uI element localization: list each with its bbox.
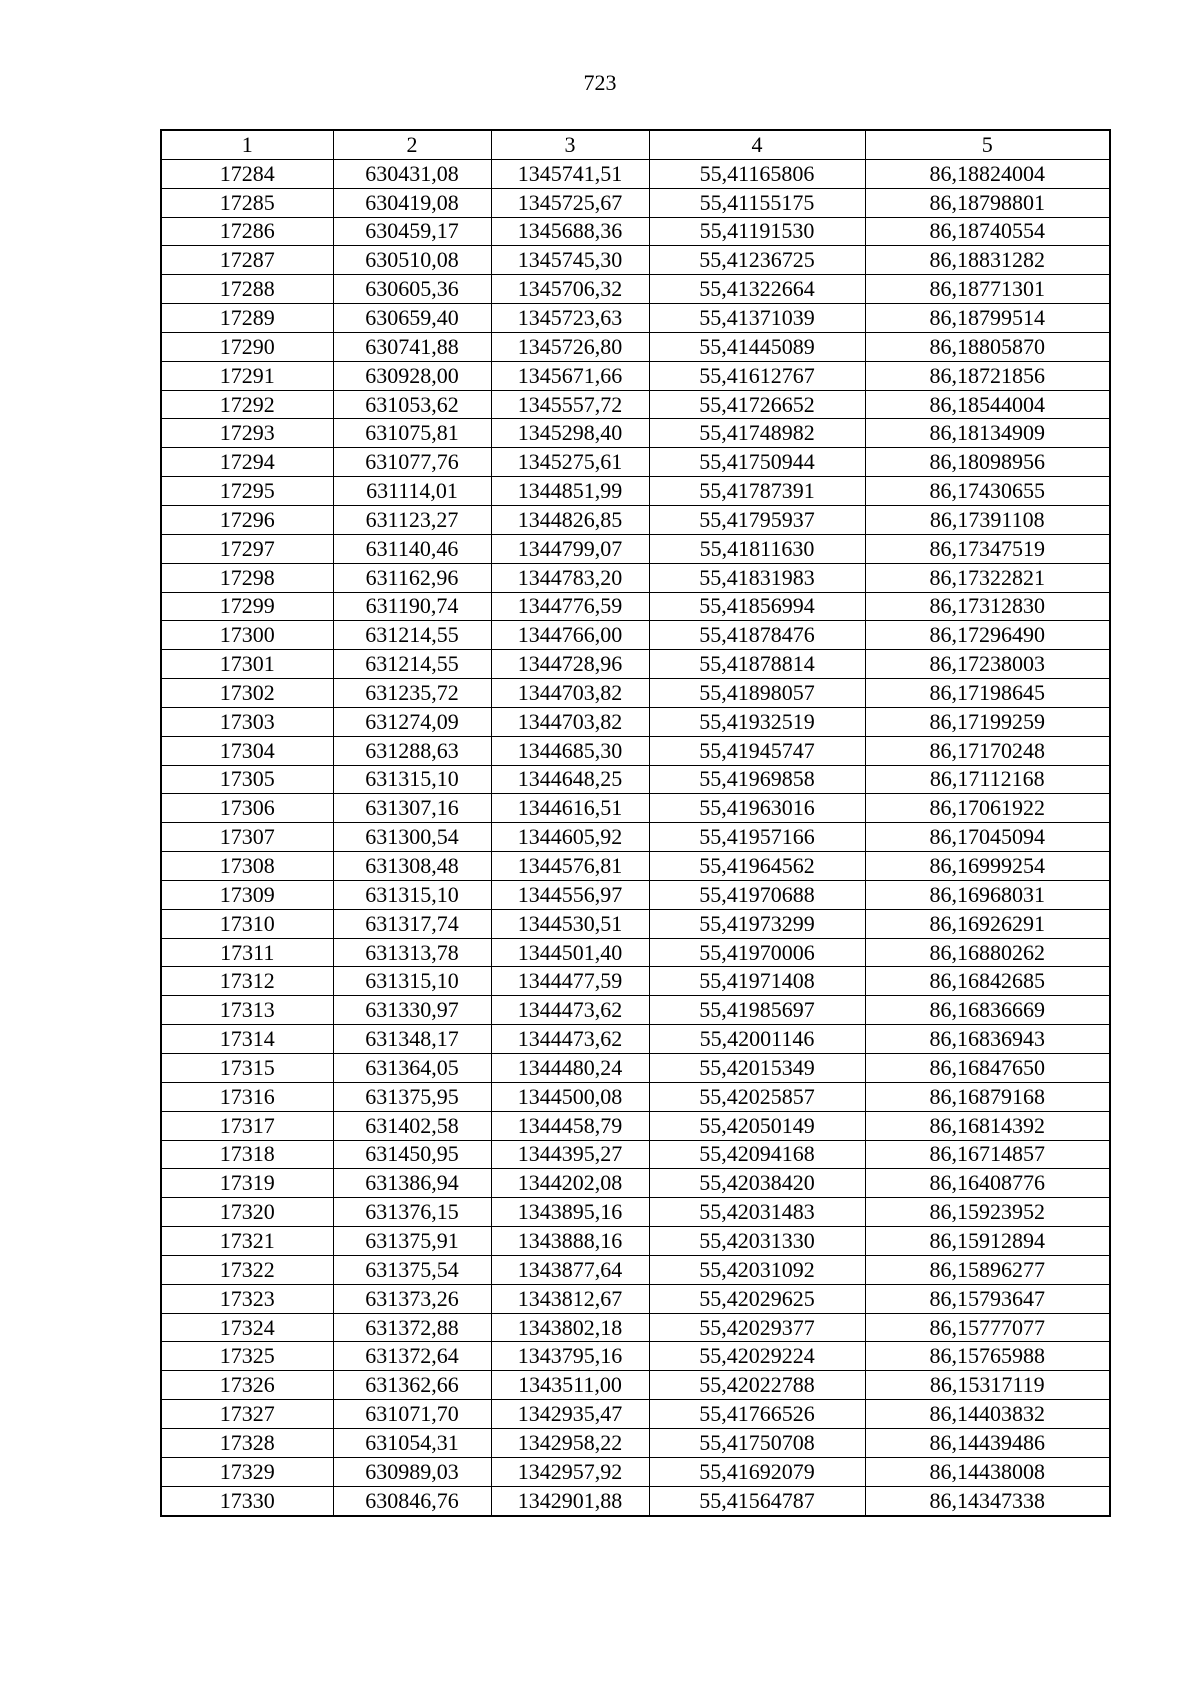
longitude-cell: 86,16879168 bbox=[865, 1082, 1110, 1111]
longitude-cell: 86,18831282 bbox=[865, 246, 1110, 275]
table-header-row bbox=[161, 130, 1110, 159]
column-header: 2 bbox=[333, 130, 491, 159]
y-coordinate-cell: 1344395,27 bbox=[491, 1140, 649, 1169]
point-number-cell: 17326 bbox=[161, 1371, 333, 1400]
table-row bbox=[161, 1428, 1110, 1457]
table-body bbox=[161, 159, 1110, 1515]
x-coordinate-cell: 630741,88 bbox=[333, 332, 491, 361]
longitude-cell: 86,15896277 bbox=[865, 1255, 1110, 1284]
y-coordinate-cell: 1342957,92 bbox=[491, 1457, 649, 1486]
point-number-cell: 17294 bbox=[161, 448, 333, 477]
point-number-cell: 17315 bbox=[161, 1054, 333, 1083]
x-coordinate-cell: 631053,62 bbox=[333, 390, 491, 419]
x-coordinate-cell: 630659,40 bbox=[333, 304, 491, 333]
point-number-cell: 17287 bbox=[161, 246, 333, 275]
longitude-cell: 86,17322821 bbox=[865, 563, 1110, 592]
table-row bbox=[161, 246, 1110, 275]
longitude-cell: 86,18740554 bbox=[865, 217, 1110, 246]
x-coordinate-cell: 631315,10 bbox=[333, 880, 491, 909]
latitude-cell: 55,41191530 bbox=[649, 217, 865, 246]
y-coordinate-cell: 1343795,16 bbox=[491, 1342, 649, 1371]
y-coordinate-cell: 1344851,99 bbox=[491, 477, 649, 506]
table-row bbox=[161, 448, 1110, 477]
latitude-cell: 55,41322664 bbox=[649, 275, 865, 304]
x-coordinate-cell: 631288,63 bbox=[333, 736, 491, 765]
longitude-cell: 86,18134909 bbox=[865, 419, 1110, 448]
latitude-cell: 55,41371039 bbox=[649, 304, 865, 333]
point-number-cell: 17286 bbox=[161, 217, 333, 246]
longitude-cell: 86,17347519 bbox=[865, 534, 1110, 563]
x-coordinate-cell: 631162,96 bbox=[333, 563, 491, 592]
longitude-cell: 86,18805870 bbox=[865, 332, 1110, 361]
x-coordinate-cell: 631375,95 bbox=[333, 1082, 491, 1111]
latitude-cell: 55,42031092 bbox=[649, 1255, 865, 1284]
point-number-cell: 17303 bbox=[161, 707, 333, 736]
y-coordinate-cell: 1343812,67 bbox=[491, 1284, 649, 1313]
latitude-cell: 55,42094168 bbox=[649, 1140, 865, 1169]
latitude-cell: 55,41831983 bbox=[649, 563, 865, 592]
y-coordinate-cell: 1344500,08 bbox=[491, 1082, 649, 1111]
latitude-cell: 55,41985697 bbox=[649, 996, 865, 1025]
latitude-cell: 55,41970006 bbox=[649, 938, 865, 967]
coordinates-table bbox=[160, 129, 1111, 1517]
y-coordinate-cell: 1345298,40 bbox=[491, 419, 649, 448]
latitude-cell: 55,42038420 bbox=[649, 1169, 865, 1198]
y-coordinate-cell: 1344202,08 bbox=[491, 1169, 649, 1198]
latitude-cell: 55,42029625 bbox=[649, 1284, 865, 1313]
x-coordinate-cell: 631315,10 bbox=[333, 967, 491, 996]
point-number-cell: 17297 bbox=[161, 534, 333, 563]
x-coordinate-cell: 631274,09 bbox=[333, 707, 491, 736]
point-number-cell: 17320 bbox=[161, 1198, 333, 1227]
x-coordinate-cell: 631375,91 bbox=[333, 1227, 491, 1256]
x-coordinate-cell: 631307,16 bbox=[333, 794, 491, 823]
latitude-cell: 55,42015349 bbox=[649, 1054, 865, 1083]
point-number-cell: 17318 bbox=[161, 1140, 333, 1169]
y-coordinate-cell: 1342958,22 bbox=[491, 1428, 649, 1457]
longitude-cell: 86,16714857 bbox=[865, 1140, 1110, 1169]
table-row bbox=[161, 736, 1110, 765]
longitude-cell: 86,17391108 bbox=[865, 505, 1110, 534]
x-coordinate-cell: 631330,97 bbox=[333, 996, 491, 1025]
point-number-cell: 17327 bbox=[161, 1400, 333, 1429]
table-row bbox=[161, 563, 1110, 592]
latitude-cell: 55,41564787 bbox=[649, 1486, 865, 1515]
point-number-cell: 17321 bbox=[161, 1227, 333, 1256]
table-row bbox=[161, 823, 1110, 852]
latitude-cell: 55,41236725 bbox=[649, 246, 865, 275]
longitude-cell: 86,17170248 bbox=[865, 736, 1110, 765]
y-coordinate-cell: 1344473,62 bbox=[491, 1025, 649, 1054]
table-row bbox=[161, 938, 1110, 967]
longitude-cell: 86,17061922 bbox=[865, 794, 1110, 823]
table-row bbox=[161, 996, 1110, 1025]
x-coordinate-cell: 631190,74 bbox=[333, 592, 491, 621]
y-coordinate-cell: 1345723,63 bbox=[491, 304, 649, 333]
x-coordinate-cell: 631313,78 bbox=[333, 938, 491, 967]
point-number-cell: 17325 bbox=[161, 1342, 333, 1371]
longitude-cell: 86,17112168 bbox=[865, 765, 1110, 794]
longitude-cell: 86,15765988 bbox=[865, 1342, 1110, 1371]
x-coordinate-cell: 631372,88 bbox=[333, 1313, 491, 1342]
y-coordinate-cell: 1345688,36 bbox=[491, 217, 649, 246]
point-number-cell: 17309 bbox=[161, 880, 333, 909]
y-coordinate-cell: 1345741,51 bbox=[491, 159, 649, 188]
x-coordinate-cell: 631348,17 bbox=[333, 1025, 491, 1054]
x-coordinate-cell: 631375,54 bbox=[333, 1255, 491, 1284]
table-row bbox=[161, 390, 1110, 419]
point-number-cell: 17328 bbox=[161, 1428, 333, 1457]
y-coordinate-cell: 1344477,59 bbox=[491, 967, 649, 996]
point-number-cell: 17290 bbox=[161, 332, 333, 361]
table-row bbox=[161, 304, 1110, 333]
x-coordinate-cell: 631300,54 bbox=[333, 823, 491, 852]
point-number-cell: 17310 bbox=[161, 909, 333, 938]
y-coordinate-cell: 1344616,51 bbox=[491, 794, 649, 823]
longitude-cell: 86,17199259 bbox=[865, 707, 1110, 736]
latitude-cell: 55,41795937 bbox=[649, 505, 865, 534]
table-row bbox=[161, 880, 1110, 909]
point-number-cell: 17316 bbox=[161, 1082, 333, 1111]
table-row bbox=[161, 679, 1110, 708]
table-row bbox=[161, 188, 1110, 217]
y-coordinate-cell: 1344783,20 bbox=[491, 563, 649, 592]
longitude-cell: 86,17296490 bbox=[865, 621, 1110, 650]
table-row bbox=[161, 534, 1110, 563]
latitude-cell: 55,42001146 bbox=[649, 1025, 865, 1054]
table-row bbox=[161, 159, 1110, 188]
point-number-cell: 17324 bbox=[161, 1313, 333, 1342]
x-coordinate-cell: 631362,66 bbox=[333, 1371, 491, 1400]
longitude-cell: 86,14403832 bbox=[865, 1400, 1110, 1429]
longitude-cell: 86,16814392 bbox=[865, 1111, 1110, 1140]
latitude-cell: 55,41856994 bbox=[649, 592, 865, 621]
latitude-cell: 55,42022788 bbox=[649, 1371, 865, 1400]
y-coordinate-cell: 1343888,16 bbox=[491, 1227, 649, 1256]
x-coordinate-cell: 630419,08 bbox=[333, 188, 491, 217]
table-row bbox=[161, 1486, 1110, 1515]
longitude-cell: 86,18798801 bbox=[865, 188, 1110, 217]
latitude-cell: 55,41878476 bbox=[649, 621, 865, 650]
y-coordinate-cell: 1342935,47 bbox=[491, 1400, 649, 1429]
y-coordinate-cell: 1344703,82 bbox=[491, 707, 649, 736]
longitude-cell: 86,16968031 bbox=[865, 880, 1110, 909]
x-coordinate-cell: 630459,17 bbox=[333, 217, 491, 246]
longitude-cell: 86,15912894 bbox=[865, 1227, 1110, 1256]
longitude-cell: 86,16842685 bbox=[865, 967, 1110, 996]
point-number-cell: 17329 bbox=[161, 1457, 333, 1486]
longitude-cell: 86,18098956 bbox=[865, 448, 1110, 477]
x-coordinate-cell: 631317,74 bbox=[333, 909, 491, 938]
latitude-cell: 55,41750708 bbox=[649, 1428, 865, 1457]
y-coordinate-cell: 1344728,96 bbox=[491, 650, 649, 679]
x-coordinate-cell: 631075,81 bbox=[333, 419, 491, 448]
x-coordinate-cell: 631402,58 bbox=[333, 1111, 491, 1140]
point-number-cell: 17323 bbox=[161, 1284, 333, 1313]
point-number-cell: 17288 bbox=[161, 275, 333, 304]
latitude-cell: 55,42031330 bbox=[649, 1227, 865, 1256]
point-number-cell: 17285 bbox=[161, 188, 333, 217]
point-number-cell: 17307 bbox=[161, 823, 333, 852]
longitude-cell: 86,16847650 bbox=[865, 1054, 1110, 1083]
y-coordinate-cell: 1344556,97 bbox=[491, 880, 649, 909]
point-number-cell: 17299 bbox=[161, 592, 333, 621]
y-coordinate-cell: 1343877,64 bbox=[491, 1255, 649, 1284]
point-number-cell: 17313 bbox=[161, 996, 333, 1025]
y-coordinate-cell: 1344501,40 bbox=[491, 938, 649, 967]
x-coordinate-cell: 631372,64 bbox=[333, 1342, 491, 1371]
longitude-cell: 86,16999254 bbox=[865, 852, 1110, 881]
table-row bbox=[161, 1111, 1110, 1140]
table-row bbox=[161, 621, 1110, 650]
point-number-cell: 17301 bbox=[161, 650, 333, 679]
latitude-cell: 55,41165806 bbox=[649, 159, 865, 188]
y-coordinate-cell: 1345671,66 bbox=[491, 361, 649, 390]
latitude-cell: 55,42031483 bbox=[649, 1198, 865, 1227]
longitude-cell: 86,17238003 bbox=[865, 650, 1110, 679]
latitude-cell: 55,42029224 bbox=[649, 1342, 865, 1371]
longitude-cell: 86,14439486 bbox=[865, 1428, 1110, 1457]
point-number-cell: 17312 bbox=[161, 967, 333, 996]
y-coordinate-cell: 1344648,25 bbox=[491, 765, 649, 794]
y-coordinate-cell: 1344576,81 bbox=[491, 852, 649, 881]
x-coordinate-cell: 630605,36 bbox=[333, 275, 491, 304]
y-coordinate-cell: 1344776,59 bbox=[491, 592, 649, 621]
x-coordinate-cell: 631140,46 bbox=[333, 534, 491, 563]
x-coordinate-cell: 631123,27 bbox=[333, 505, 491, 534]
table-row bbox=[161, 1140, 1110, 1169]
point-number-cell: 17291 bbox=[161, 361, 333, 390]
y-coordinate-cell: 1343895,16 bbox=[491, 1198, 649, 1227]
table-row bbox=[161, 852, 1110, 881]
point-number-cell: 17295 bbox=[161, 477, 333, 506]
longitude-cell: 86,14347338 bbox=[865, 1486, 1110, 1515]
latitude-cell: 55,41766526 bbox=[649, 1400, 865, 1429]
table-row bbox=[161, 477, 1110, 506]
table-row bbox=[161, 1284, 1110, 1313]
x-coordinate-cell: 631376,15 bbox=[333, 1198, 491, 1227]
x-coordinate-cell: 631077,76 bbox=[333, 448, 491, 477]
latitude-cell: 55,41445089 bbox=[649, 332, 865, 361]
point-number-cell: 17308 bbox=[161, 852, 333, 881]
latitude-cell: 55,41750944 bbox=[649, 448, 865, 477]
table-row bbox=[161, 275, 1110, 304]
y-coordinate-cell: 1345557,72 bbox=[491, 390, 649, 419]
latitude-cell: 55,41898057 bbox=[649, 679, 865, 708]
column-header: 5 bbox=[865, 130, 1110, 159]
longitude-cell: 86,18721856 bbox=[865, 361, 1110, 390]
table-row bbox=[161, 1400, 1110, 1429]
point-number-cell: 17317 bbox=[161, 1111, 333, 1140]
longitude-cell: 86,17198645 bbox=[865, 679, 1110, 708]
x-coordinate-cell: 630928,00 bbox=[333, 361, 491, 390]
point-number-cell: 17293 bbox=[161, 419, 333, 448]
y-coordinate-cell: 1344530,51 bbox=[491, 909, 649, 938]
latitude-cell: 55,41878814 bbox=[649, 650, 865, 679]
y-coordinate-cell: 1344826,85 bbox=[491, 505, 649, 534]
y-coordinate-cell: 1344473,62 bbox=[491, 996, 649, 1025]
longitude-cell: 86,17430655 bbox=[865, 477, 1110, 506]
point-number-cell: 17298 bbox=[161, 563, 333, 592]
table-row bbox=[161, 1457, 1110, 1486]
y-coordinate-cell: 1345706,32 bbox=[491, 275, 649, 304]
y-coordinate-cell: 1344458,79 bbox=[491, 1111, 649, 1140]
x-coordinate-cell: 631054,31 bbox=[333, 1428, 491, 1457]
longitude-cell: 86,18824004 bbox=[865, 159, 1110, 188]
table-row bbox=[161, 592, 1110, 621]
y-coordinate-cell: 1345745,30 bbox=[491, 246, 649, 275]
table-row bbox=[161, 1054, 1110, 1083]
x-coordinate-cell: 630846,76 bbox=[333, 1486, 491, 1515]
latitude-cell: 55,42050149 bbox=[649, 1111, 865, 1140]
longitude-cell: 86,16408776 bbox=[865, 1169, 1110, 1198]
latitude-cell: 55,41726652 bbox=[649, 390, 865, 419]
y-coordinate-cell: 1345725,67 bbox=[491, 188, 649, 217]
longitude-cell: 86,15923952 bbox=[865, 1198, 1110, 1227]
y-coordinate-cell: 1344799,07 bbox=[491, 534, 649, 563]
table-row bbox=[161, 1313, 1110, 1342]
latitude-cell: 55,42025857 bbox=[649, 1082, 865, 1111]
point-number-cell: 17306 bbox=[161, 794, 333, 823]
latitude-cell: 55,41973299 bbox=[649, 909, 865, 938]
point-number-cell: 17284 bbox=[161, 159, 333, 188]
table-row bbox=[161, 1169, 1110, 1198]
x-coordinate-cell: 630989,03 bbox=[333, 1457, 491, 1486]
latitude-cell: 55,41970688 bbox=[649, 880, 865, 909]
x-coordinate-cell: 631386,94 bbox=[333, 1169, 491, 1198]
table-row bbox=[161, 1025, 1110, 1054]
table-row bbox=[161, 1082, 1110, 1111]
latitude-cell: 55,41957166 bbox=[649, 823, 865, 852]
page-number: 723 bbox=[583, 70, 617, 95]
x-coordinate-cell: 631364,05 bbox=[333, 1054, 491, 1083]
longitude-cell: 86,14438008 bbox=[865, 1457, 1110, 1486]
latitude-cell: 55,41932519 bbox=[649, 707, 865, 736]
latitude-cell: 55,41945747 bbox=[649, 736, 865, 765]
longitude-cell: 86,15317119 bbox=[865, 1371, 1110, 1400]
table-row bbox=[161, 909, 1110, 938]
latitude-cell: 55,41692079 bbox=[649, 1457, 865, 1486]
table-row bbox=[161, 650, 1110, 679]
y-coordinate-cell: 1345275,61 bbox=[491, 448, 649, 477]
point-number-cell: 17302 bbox=[161, 679, 333, 708]
latitude-cell: 55,41964562 bbox=[649, 852, 865, 881]
point-number-cell: 17300 bbox=[161, 621, 333, 650]
x-coordinate-cell: 631450,95 bbox=[333, 1140, 491, 1169]
y-coordinate-cell: 1343802,18 bbox=[491, 1313, 649, 1342]
x-coordinate-cell: 631235,72 bbox=[333, 679, 491, 708]
table-row bbox=[161, 505, 1110, 534]
table-row bbox=[161, 1255, 1110, 1284]
table-row bbox=[161, 361, 1110, 390]
table-row bbox=[161, 707, 1110, 736]
table-row bbox=[161, 419, 1110, 448]
latitude-cell: 55,41748982 bbox=[649, 419, 865, 448]
point-number-cell: 17292 bbox=[161, 390, 333, 419]
x-coordinate-cell: 631114,01 bbox=[333, 477, 491, 506]
latitude-cell: 55,41612767 bbox=[649, 361, 865, 390]
x-coordinate-cell: 631214,55 bbox=[333, 621, 491, 650]
y-coordinate-cell: 1345726,80 bbox=[491, 332, 649, 361]
x-coordinate-cell: 631373,26 bbox=[333, 1284, 491, 1313]
longitude-cell: 86,18799514 bbox=[865, 304, 1110, 333]
longitude-cell: 86,16926291 bbox=[865, 909, 1110, 938]
point-number-cell: 17304 bbox=[161, 736, 333, 765]
x-coordinate-cell: 631315,10 bbox=[333, 765, 491, 794]
column-header: 1 bbox=[161, 130, 333, 159]
longitude-cell: 86,15777077 bbox=[865, 1313, 1110, 1342]
point-number-cell: 17305 bbox=[161, 765, 333, 794]
longitude-cell: 86,18544004 bbox=[865, 390, 1110, 419]
x-coordinate-cell: 631071,70 bbox=[333, 1400, 491, 1429]
x-coordinate-cell: 630510,08 bbox=[333, 246, 491, 275]
table-row bbox=[161, 1371, 1110, 1400]
column-header: 4 bbox=[649, 130, 865, 159]
y-coordinate-cell: 1343511,00 bbox=[491, 1371, 649, 1400]
point-number-cell: 17330 bbox=[161, 1486, 333, 1515]
longitude-cell: 86,16880262 bbox=[865, 938, 1110, 967]
latitude-cell: 55,41811630 bbox=[649, 534, 865, 563]
longitude-cell: 86,16836943 bbox=[865, 1025, 1110, 1054]
longitude-cell: 86,17045094 bbox=[865, 823, 1110, 852]
latitude-cell: 55,41155175 bbox=[649, 188, 865, 217]
y-coordinate-cell: 1344605,92 bbox=[491, 823, 649, 852]
table-row bbox=[161, 1198, 1110, 1227]
point-number-cell: 17322 bbox=[161, 1255, 333, 1284]
table-row bbox=[161, 1227, 1110, 1256]
y-coordinate-cell: 1342901,88 bbox=[491, 1486, 649, 1515]
latitude-cell: 55,41787391 bbox=[649, 477, 865, 506]
longitude-cell: 86,16836669 bbox=[865, 996, 1110, 1025]
x-coordinate-cell: 631308,48 bbox=[333, 852, 491, 881]
y-coordinate-cell: 1344685,30 bbox=[491, 736, 649, 765]
table-row bbox=[161, 1342, 1110, 1371]
table-row bbox=[161, 765, 1110, 794]
point-number-cell: 17314 bbox=[161, 1025, 333, 1054]
table-row bbox=[161, 794, 1110, 823]
point-number-cell: 17311 bbox=[161, 938, 333, 967]
point-number-cell: 17319 bbox=[161, 1169, 333, 1198]
longitude-cell: 86,17312830 bbox=[865, 592, 1110, 621]
point-number-cell: 17289 bbox=[161, 304, 333, 333]
x-coordinate-cell: 630431,08 bbox=[333, 159, 491, 188]
table-row bbox=[161, 217, 1110, 246]
y-coordinate-cell: 1344703,82 bbox=[491, 679, 649, 708]
longitude-cell: 86,15793647 bbox=[865, 1284, 1110, 1313]
longitude-cell: 86,18771301 bbox=[865, 275, 1110, 304]
point-number-cell: 17296 bbox=[161, 505, 333, 534]
latitude-cell: 55,41971408 bbox=[649, 967, 865, 996]
x-coordinate-cell: 631214,55 bbox=[333, 650, 491, 679]
y-coordinate-cell: 1344480,24 bbox=[491, 1054, 649, 1083]
table-row bbox=[161, 332, 1110, 361]
y-coordinate-cell: 1344766,00 bbox=[491, 621, 649, 650]
latitude-cell: 55,41963016 bbox=[649, 794, 865, 823]
table-row bbox=[161, 967, 1110, 996]
latitude-cell: 55,42029377 bbox=[649, 1313, 865, 1342]
latitude-cell: 55,41969858 bbox=[649, 765, 865, 794]
column-header: 3 bbox=[491, 130, 649, 159]
